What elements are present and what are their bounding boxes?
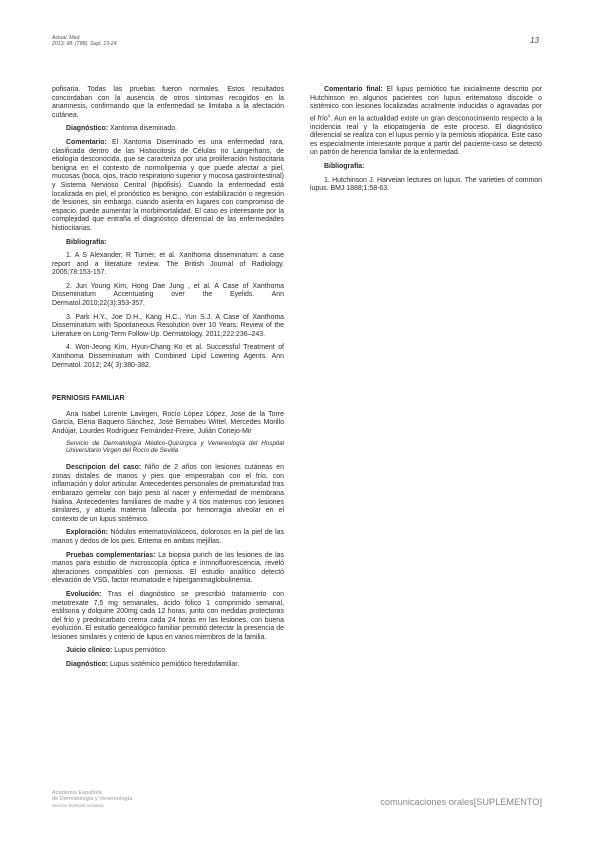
final-comment-label: Comentario final: xyxy=(324,86,383,93)
journal-citation xyxy=(52,35,117,47)
final-diagnosis-label: Diagnóstico: xyxy=(66,661,109,669)
case-description xyxy=(52,464,284,524)
left-column xyxy=(52,86,284,675)
case-description-label: Descripcion del caso: xyxy=(66,464,142,472)
final-diagnosis-text: Lupus sistémico perniótico heredofamiliar. xyxy=(108,661,240,669)
comment-paragraph xyxy=(52,139,284,234)
authors: Ana Isabel Lorente Lavirgen, Rocío López López, Jose de la Torre García, Elena Baquero Sánchez, José Bernabeu Wittel, Mercedes Morillo Andújar, Lourdes Rodríguez Fernández-Freire, Julián Conejo-Mir xyxy=(52,410,284,435)
journal-volume: 2013; 98: (788). Supl. 13-24 xyxy=(52,41,117,47)
reference-item: 4. Won-Jeong Kim, Hyun-Chang Ko et al. Successful Treatment of Xanthoma Disseminatum with Combined Lipid Lowering Agents. Ann Dermatol. 2012; 24( 3):380-382. xyxy=(52,344,284,369)
final-comment-text-a: El lupus perniótico fue inicialmente descrito por Hutchinson en algunos pacientes con lupus eritematoso discoide o sistémico con lesiones localizadas acralmente inducidas o agravadas por el frío xyxy=(310,86,543,123)
evolution-label: Evolución: xyxy=(66,590,102,598)
organization-logo-text xyxy=(52,790,132,809)
evolution-text: Tras el diagnóstico se prescribió tratamiento con metotrexate 7,5 mg semanales, ácido fólico 1 comprimido semanal, estilsona y dolquine 200mg cada 12 horas, junto con medidas protectoras del frío y prednicarbato crema cada 24 horas en las lesiones, con buena evolución. El estudio genealógico familiar permitió detectar la presencia de lesiones similares y criterio de lupus en varios miembros de la familia. xyxy=(52,590,284,641)
tests-text: La biopsia punch de las lesiones de las manos para estudio de microscopía óptica e inmnofluorescencia, reveló alteraciones compatibles con perniosis. El estudio analítico detectó elevación de VSG, factor reumatoide e hipergammaglobulinemia. xyxy=(52,551,284,585)
org-line-3: Sección Territorial Andaluza xyxy=(52,802,104,808)
page-number: 13 xyxy=(530,36,539,45)
reference-item: 3. Park H.Y., Joe D.H., Kang H.C., Yun S.J. A Case of Xanthoma Disseminatum with Spontaneous Resolution over 10 Years: Review of the Literature on Long-Term Follow-Up. Dermatology. 2011;222:236–243. xyxy=(52,313,284,338)
clinical-judgement-label: Juicio clínico: xyxy=(66,647,113,655)
citation-superscript: 1 xyxy=(327,112,331,118)
final-comment xyxy=(310,86,542,158)
comment-text: El Xantoma Diseminado es una enfermedad rara, clasificada dentro de las Histiocitosis de Células no Langerhans, de etiología desconocida, que se caracteriza por una proliferación histiocitaria benigna en el contexto de normolipemia y que puede afectar a piel, mucosas (boca, ojos, tracto respiratorio superior y mucosa gastrointestinal) y Sistema Nervioso Central (hipófisis). Cuando la enfermedad está localizada en piel, el pronóstico es benigno, con estabilización o regresión de lesiones, sin embargo, cuando asienta en lugares con compromiso de espacio, puede aumentar la morbimortalidad. El caso es interesante por la complejidad que entraña el diagnóstico diferencial de las enfermedades histiocitarias. xyxy=(52,138,284,232)
supplement-label xyxy=(380,797,542,807)
exploration-label: Exploración: xyxy=(66,529,109,537)
right-column xyxy=(310,86,542,199)
org-line-2: de Dermatología y Venereología xyxy=(52,796,133,803)
diagnosis-paragraph xyxy=(52,125,284,134)
comment-label: Comentario: xyxy=(66,138,107,146)
bracket-close: ] xyxy=(539,797,542,807)
bibliography-heading-right: Bibliografía: xyxy=(324,163,365,171)
reference-item: 2. Jun Young Kim, Hong Dae Jung , et al. A Case of Xanthoma Disseminatum Accentuating over the Eyelids. Ann Dermatol.2010;22(3):353-357. xyxy=(52,282,284,308)
reference-item: 1. A S Alexander, R Turner, et al. Xanthoma disseminatum: a case report and a literature review. The British Journal of Radiology. 2005;78:153-157. xyxy=(52,252,284,277)
section-title: PERNIOSIS FAMILIAR xyxy=(52,395,125,403)
affiliation: Servicio de Dermatología Médico-Quirúrgica y Venereología del Hospital Universitario Virgen del Rocío de Sevilla xyxy=(66,439,284,455)
bibliography-heading: Bibliografía: xyxy=(66,238,107,246)
reference-item: 1. Hutchinson J. Harveian lectures on lupus. The varieties of common lupus. BMJ 1888;1:58-63. xyxy=(310,176,542,193)
clinical-judgement xyxy=(52,647,284,656)
diagnosis-label: Diagnóstico: xyxy=(66,125,109,133)
intro-paragraph: pofisaria. Todas las pruebas fueron normales. Estos resultados concordaban con la ausencia de otros síntomas recogidos en la anamnesis, confirmando que la enfermedad se limitaba a la afectación cutánea. xyxy=(52,86,284,119)
exploration-text: Nódulos eritematovioláceos, dolorosos en la piel de las manos y dedos de los pies. Eritema en ambas mejillas. xyxy=(52,529,284,545)
evolution-paragraph xyxy=(52,591,284,643)
supplement-label-main: comunicaciones orales xyxy=(380,797,474,807)
tests-label: Pruebas complementarias: xyxy=(66,551,156,559)
case-description-text: Niño de 2 años con lesiones cutáneas en zonas distales de manos y pies que empeoraban con el frío, con inflamación y dolor articular. Antecedentes personales de prematuridad tras embarazo gemelar con bajo peso al nacer y enfermedad de membrana hialina. Antecedentes familiares de madre y 4 tíos maternos con lesiones similares, y abuela materna fallecida por hemorragia alveolar en el contexto de un lupus sistémico. xyxy=(52,464,284,523)
diagnosis-text: Xantoma diseminado. xyxy=(108,125,178,133)
exploration-paragraph xyxy=(52,529,284,546)
final-diagnosis xyxy=(52,661,284,670)
clinical-judgement-text: Lupus perniótico. xyxy=(112,647,168,655)
supplement-label-tag: SUPLEMENTO xyxy=(476,797,540,807)
final-comment-text-b: . Aun en la actualidad existe un gran desconocimiento respecto a la incidencia real y la etiopatogenia de este proceso. El diagnóstico diferencial se realiza con el lupus pernio y la perniosis idiopática. Este caso es especialmente interesante porque a partir del paciente-caso se detectó un patrón de herencia familiar de la enfermedad. xyxy=(310,115,542,157)
bracket-open: [ xyxy=(473,797,477,807)
tests-paragraph xyxy=(52,552,284,586)
org-line-1: Academia Española xyxy=(52,790,102,796)
journal-name: Actual. Med. xyxy=(52,35,81,41)
